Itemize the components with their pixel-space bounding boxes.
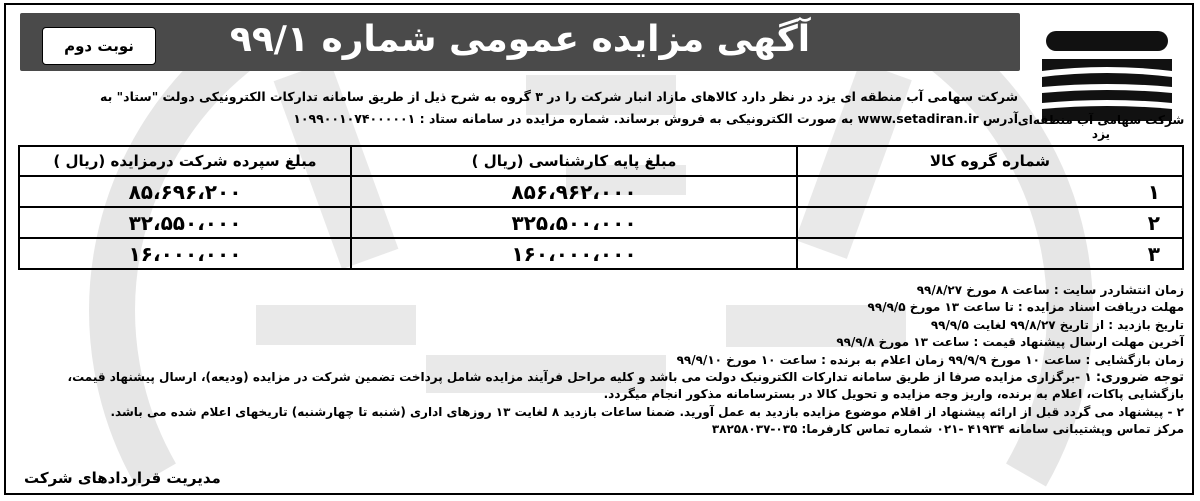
contact-info: مرکز تماس وپشتیبانی سامانه ۴۱۹۳۴ -۰۲۱ شماره تماس کارفرما: ۰۳۵-۳۸۲۵۸۰۳۷ bbox=[711, 422, 1184, 437]
header-group-number: شماره گروه کالا bbox=[797, 146, 1183, 176]
round-badge: نوبت دوم bbox=[42, 27, 156, 65]
deposit-amount: ۱۶،۰۰۰،۰۰۰ bbox=[19, 238, 351, 269]
intro-line-2: آدرس www.setadiran.ir به صورت الکترونیکی به فروش برساند. شماره مزایده در سامانه ستاد : ۱۰۹۹۰۰۱۰۷۴۰۰۰۰۰۱ bbox=[293, 111, 1018, 126]
table-header-row bbox=[19, 146, 1183, 176]
group-number: ۱ bbox=[797, 176, 1183, 207]
signature: مدیریت قراردادهای شرکت bbox=[24, 469, 221, 487]
note-1 bbox=[18, 369, 1184, 404]
group-number: ۲ bbox=[797, 207, 1183, 238]
note-label: توجه ضروری: bbox=[1095, 370, 1184, 386]
group-number: ۳ bbox=[797, 238, 1183, 269]
publish-time: زمان انتشاردر سایت : ساعت ۸ مورخ ۹۹/۸/۲۷ bbox=[916, 283, 1184, 297]
note-2: ۲ - پیشنهاد می گردد قبل از ارائه پیشنهاد از اقلام موضوع مزایده بازدید به عمل آورید. ضمنا ساعات بازدید ۸ لغایت ۱۳ روزهای اداری (شنبه تا چهارشنبه) تاریخهای اعلام شده می باشد. bbox=[110, 404, 1184, 419]
header-deposit: مبلغ سپرده شرکت درمزایده (ریال ) bbox=[19, 146, 351, 176]
schedule-details bbox=[18, 282, 1184, 439]
title-banner bbox=[20, 13, 1020, 71]
table-row bbox=[19, 238, 1183, 269]
intro-line-1: شرکت سهامی آب منطقه ای یزد در نظر دارد کالاهای مازاد انبار شرکت را در ۳ گروه به شرح ذیل از طریق سامانه تدارکات الکترونیکی دولت "ستاد" به bbox=[100, 89, 1018, 104]
base-price: ۳۲۵،۵۰۰،۰۰۰ bbox=[351, 207, 797, 238]
base-price: ۱۶۰،۰۰۰،۰۰۰ bbox=[351, 238, 797, 269]
header-base-price: مبلغ پایه کارشناسی (ریال ) bbox=[351, 146, 797, 176]
offer-deadline: آخرین مهلت ارسال پیشنهاد قیمت : ساعت ۱۳ مورخ ۹۹/۹/۸ bbox=[836, 335, 1184, 350]
table-row bbox=[19, 176, 1183, 207]
table-row bbox=[19, 207, 1183, 238]
notice-title: آگهی مزایده عمومی شماره ۹۹/۱ bbox=[229, 19, 811, 60]
note-1-text: ۱ -برگزاری مزایده صرفا از طریق سامانه تدارکات الکترونیک دولت می باشد و کلیه مراحل فرآیند مزایده شامل پرداخت تضمین شرکت در مزایده (ودیعه)، ارسال پیشنهاد قیمت، بازگشایی پاکات، اعلام به برنده، واریز وجه مزایده و تحویل کالا در بسترسامانه مذکور انجام میگردد. bbox=[67, 370, 1184, 402]
opening-time: زمان بازگشایی : ساعت ۱۰ مورخ ۹۹/۹/۹ زمان اعلام به برنده : ساعت ۱۰ مورخ ۹۹/۹/۱۰ bbox=[676, 352, 1184, 367]
base-price: ۸۵۶،۹۶۲،۰۰۰ bbox=[351, 176, 797, 207]
deposit-amount: ۸۵،۶۹۶،۲۰۰ bbox=[19, 176, 351, 207]
visit-dates: تاریخ بازدید : از تاریخ ۹۹/۸/۲۷ لغایت ۹۹/۹/۵ bbox=[930, 317, 1184, 332]
auction-notice bbox=[4, 3, 1194, 495]
document-deadline: مهلت دریافت اسناد مزایده : تا ساعت ۱۳ مورخ ۹۹/۹/۵ bbox=[867, 300, 1184, 315]
deposit-amount: ۳۲،۵۵۰،۰۰۰ bbox=[19, 207, 351, 238]
items-table bbox=[18, 145, 1184, 270]
company-name: شرکت سهامی آب منطقه‌ای یزد bbox=[1017, 113, 1185, 141]
